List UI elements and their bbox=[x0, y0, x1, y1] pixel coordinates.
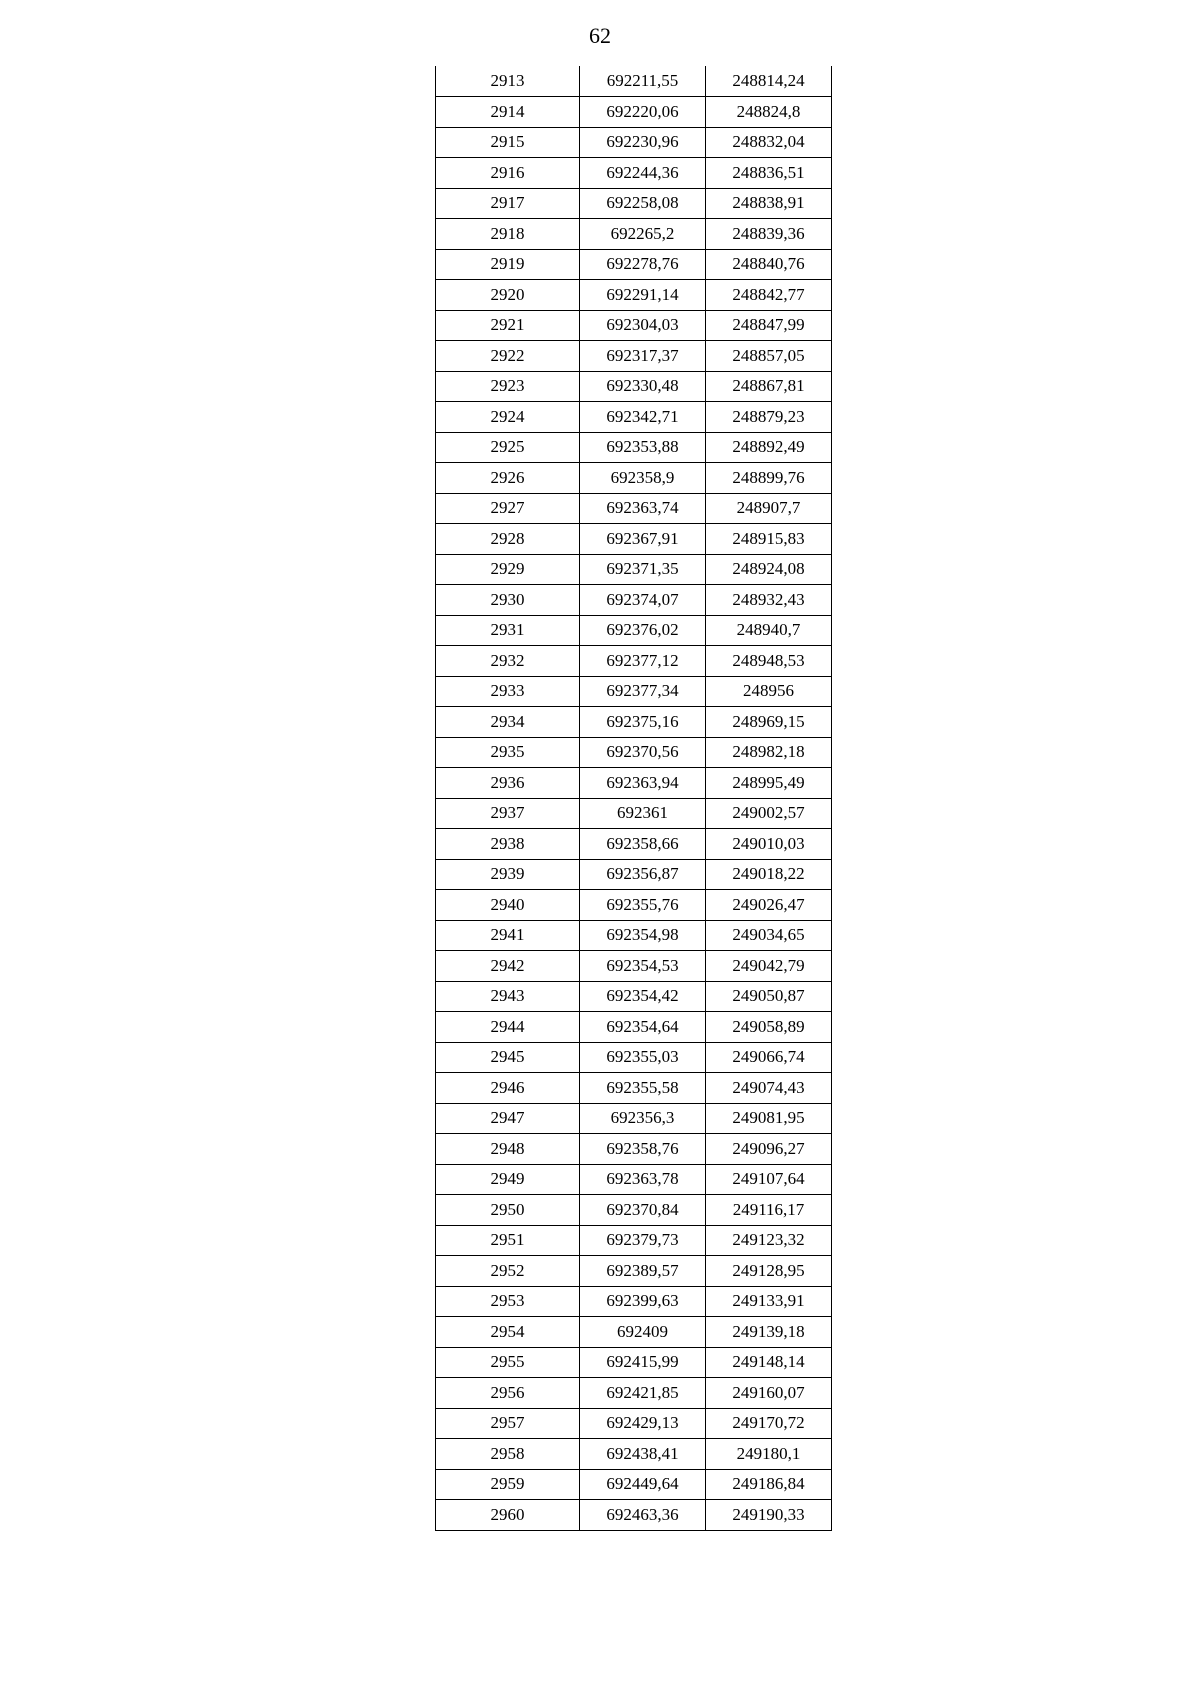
y-coordinate-cell: 249050,87 bbox=[706, 981, 832, 1012]
y-coordinate-cell: 249160,07 bbox=[706, 1378, 832, 1409]
y-coordinate-cell: 249096,27 bbox=[706, 1134, 832, 1165]
table-row bbox=[436, 249, 832, 280]
table-row bbox=[436, 402, 832, 433]
y-coordinate-cell: 248836,51 bbox=[706, 158, 832, 189]
y-coordinate-cell: 248948,53 bbox=[706, 646, 832, 677]
point-number-cell: 2938 bbox=[436, 829, 580, 860]
x-coordinate-cell: 692415,99 bbox=[580, 1347, 706, 1378]
table-row bbox=[436, 432, 832, 463]
y-coordinate-cell: 248924,08 bbox=[706, 554, 832, 585]
x-coordinate-cell: 692358,76 bbox=[580, 1134, 706, 1165]
x-coordinate-cell: 692342,71 bbox=[580, 402, 706, 433]
x-coordinate-cell: 692354,53 bbox=[580, 951, 706, 982]
x-coordinate-cell: 692355,58 bbox=[580, 1073, 706, 1104]
y-coordinate-cell: 249148,14 bbox=[706, 1347, 832, 1378]
x-coordinate-cell: 692220,06 bbox=[580, 97, 706, 128]
point-number-cell: 2950 bbox=[436, 1195, 580, 1226]
table-row bbox=[436, 890, 832, 921]
y-coordinate-cell: 249190,33 bbox=[706, 1500, 832, 1531]
page-number: 62 bbox=[589, 23, 611, 48]
y-coordinate-cell: 249018,22 bbox=[706, 859, 832, 890]
point-number-cell: 2922 bbox=[436, 341, 580, 372]
y-coordinate-cell: 248867,81 bbox=[706, 371, 832, 402]
y-coordinate-cell: 249186,84 bbox=[706, 1469, 832, 1500]
table-row bbox=[436, 97, 832, 128]
x-coordinate-cell: 692370,84 bbox=[580, 1195, 706, 1226]
point-number-cell: 2959 bbox=[436, 1469, 580, 1500]
table-row bbox=[436, 707, 832, 738]
y-coordinate-cell: 249107,64 bbox=[706, 1164, 832, 1195]
point-number-cell: 2939 bbox=[436, 859, 580, 890]
x-coordinate-cell: 692363,74 bbox=[580, 493, 706, 524]
point-number-cell: 2920 bbox=[436, 280, 580, 311]
y-coordinate-cell: 248838,91 bbox=[706, 188, 832, 219]
table-row bbox=[436, 66, 832, 97]
table-row bbox=[436, 859, 832, 890]
point-number-cell: 2952 bbox=[436, 1256, 580, 1287]
table-row bbox=[436, 1134, 832, 1165]
y-coordinate-cell: 248915,83 bbox=[706, 524, 832, 555]
point-number-cell: 2960 bbox=[436, 1500, 580, 1531]
table-row bbox=[436, 1225, 832, 1256]
point-number-cell: 2926 bbox=[436, 463, 580, 494]
y-coordinate-cell: 248847,99 bbox=[706, 310, 832, 341]
x-coordinate-cell: 692354,98 bbox=[580, 920, 706, 951]
table-row bbox=[436, 1164, 832, 1195]
coordinates-table-body bbox=[436, 66, 832, 1530]
y-coordinate-cell: 249081,95 bbox=[706, 1103, 832, 1134]
point-number-cell: 2917 bbox=[436, 188, 580, 219]
table-row bbox=[436, 1347, 832, 1378]
table-row bbox=[436, 1103, 832, 1134]
table-row bbox=[436, 829, 832, 860]
x-coordinate-cell: 692258,08 bbox=[580, 188, 706, 219]
y-coordinate-cell: 249058,89 bbox=[706, 1012, 832, 1043]
y-coordinate-cell: 249074,43 bbox=[706, 1073, 832, 1104]
table-row bbox=[436, 646, 832, 677]
x-coordinate-cell: 692358,66 bbox=[580, 829, 706, 860]
table-row bbox=[436, 1439, 832, 1470]
point-number-cell: 2915 bbox=[436, 127, 580, 158]
table-row bbox=[436, 1012, 832, 1043]
x-coordinate-cell: 692356,87 bbox=[580, 859, 706, 890]
table-row bbox=[436, 463, 832, 494]
y-coordinate-cell: 249002,57 bbox=[706, 798, 832, 829]
point-number-cell: 2918 bbox=[436, 219, 580, 250]
x-coordinate-cell: 692354,64 bbox=[580, 1012, 706, 1043]
table-row bbox=[436, 188, 832, 219]
coordinates-table bbox=[435, 66, 832, 1531]
y-coordinate-cell: 249066,74 bbox=[706, 1042, 832, 1073]
y-coordinate-cell: 248969,15 bbox=[706, 707, 832, 738]
table-row bbox=[436, 951, 832, 982]
x-coordinate-cell: 692355,03 bbox=[580, 1042, 706, 1073]
point-number-cell: 2931 bbox=[436, 615, 580, 646]
point-number-cell: 2951 bbox=[436, 1225, 580, 1256]
point-number-cell: 2929 bbox=[436, 554, 580, 585]
x-coordinate-cell: 692278,76 bbox=[580, 249, 706, 280]
table-row bbox=[436, 1286, 832, 1317]
y-coordinate-cell: 248814,24 bbox=[706, 66, 832, 97]
point-number-cell: 2914 bbox=[436, 97, 580, 128]
x-coordinate-cell: 692353,88 bbox=[580, 432, 706, 463]
y-coordinate-cell: 248824,8 bbox=[706, 97, 832, 128]
y-coordinate-cell: 249133,91 bbox=[706, 1286, 832, 1317]
table-row bbox=[436, 737, 832, 768]
x-coordinate-cell: 692358,9 bbox=[580, 463, 706, 494]
y-coordinate-cell: 248940,7 bbox=[706, 615, 832, 646]
y-coordinate-cell: 248842,77 bbox=[706, 280, 832, 311]
x-coordinate-cell: 692304,03 bbox=[580, 310, 706, 341]
y-coordinate-cell: 248982,18 bbox=[706, 737, 832, 768]
x-coordinate-cell: 692371,35 bbox=[580, 554, 706, 585]
point-number-cell: 2949 bbox=[436, 1164, 580, 1195]
y-coordinate-cell: 248956 bbox=[706, 676, 832, 707]
point-number-cell: 2958 bbox=[436, 1439, 580, 1470]
y-coordinate-cell: 249042,79 bbox=[706, 951, 832, 982]
point-number-cell: 2944 bbox=[436, 1012, 580, 1043]
y-coordinate-cell: 249180,1 bbox=[706, 1439, 832, 1470]
x-coordinate-cell: 692355,76 bbox=[580, 890, 706, 921]
table-row bbox=[436, 280, 832, 311]
x-coordinate-cell: 692363,78 bbox=[580, 1164, 706, 1195]
y-coordinate-cell: 248839,36 bbox=[706, 219, 832, 250]
x-coordinate-cell: 692375,16 bbox=[580, 707, 706, 738]
table-row bbox=[436, 1469, 832, 1500]
y-coordinate-cell: 248832,04 bbox=[706, 127, 832, 158]
y-coordinate-cell: 249139,18 bbox=[706, 1317, 832, 1348]
x-coordinate-cell: 692211,55 bbox=[580, 66, 706, 97]
y-coordinate-cell: 249123,32 bbox=[706, 1225, 832, 1256]
x-coordinate-cell: 692409 bbox=[580, 1317, 706, 1348]
x-coordinate-cell: 692389,57 bbox=[580, 1256, 706, 1287]
x-coordinate-cell: 692438,41 bbox=[580, 1439, 706, 1470]
y-coordinate-cell: 249116,17 bbox=[706, 1195, 832, 1226]
point-number-cell: 2956 bbox=[436, 1378, 580, 1409]
point-number-cell: 2942 bbox=[436, 951, 580, 982]
table-row bbox=[436, 676, 832, 707]
x-coordinate-cell: 692361 bbox=[580, 798, 706, 829]
x-coordinate-cell: 692379,73 bbox=[580, 1225, 706, 1256]
y-coordinate-cell: 248879,23 bbox=[706, 402, 832, 433]
table-row bbox=[436, 1378, 832, 1409]
point-number-cell: 2943 bbox=[436, 981, 580, 1012]
x-coordinate-cell: 692244,36 bbox=[580, 158, 706, 189]
table-row bbox=[436, 920, 832, 951]
point-number-cell: 2930 bbox=[436, 585, 580, 616]
point-number-cell: 2953 bbox=[436, 1286, 580, 1317]
point-number-cell: 2941 bbox=[436, 920, 580, 951]
point-number-cell: 2933 bbox=[436, 676, 580, 707]
point-number-cell: 2945 bbox=[436, 1042, 580, 1073]
x-coordinate-cell: 692449,64 bbox=[580, 1469, 706, 1500]
x-coordinate-cell: 692376,02 bbox=[580, 615, 706, 646]
table-row bbox=[436, 981, 832, 1012]
y-coordinate-cell: 248907,7 bbox=[706, 493, 832, 524]
table-row bbox=[436, 1073, 832, 1104]
table-row bbox=[436, 524, 832, 555]
point-number-cell: 2947 bbox=[436, 1103, 580, 1134]
point-number-cell: 2934 bbox=[436, 707, 580, 738]
x-coordinate-cell: 692377,34 bbox=[580, 676, 706, 707]
point-number-cell: 2954 bbox=[436, 1317, 580, 1348]
y-coordinate-cell: 248899,76 bbox=[706, 463, 832, 494]
y-coordinate-cell: 248932,43 bbox=[706, 585, 832, 616]
table-row bbox=[436, 1500, 832, 1531]
table-row bbox=[436, 493, 832, 524]
y-coordinate-cell: 248995,49 bbox=[706, 768, 832, 799]
y-coordinate-cell: 248892,49 bbox=[706, 432, 832, 463]
point-number-cell: 2924 bbox=[436, 402, 580, 433]
table-row bbox=[436, 371, 832, 402]
table-row bbox=[436, 127, 832, 158]
point-number-cell: 2916 bbox=[436, 158, 580, 189]
point-number-cell: 2921 bbox=[436, 310, 580, 341]
x-coordinate-cell: 692230,96 bbox=[580, 127, 706, 158]
table-row bbox=[436, 798, 832, 829]
point-number-cell: 2935 bbox=[436, 737, 580, 768]
point-number-cell: 2955 bbox=[436, 1347, 580, 1378]
x-coordinate-cell: 692265,2 bbox=[580, 219, 706, 250]
point-number-cell: 2928 bbox=[436, 524, 580, 555]
table-row bbox=[436, 585, 832, 616]
x-coordinate-cell: 692367,91 bbox=[580, 524, 706, 555]
point-number-cell: 2957 bbox=[436, 1408, 580, 1439]
point-number-cell: 2937 bbox=[436, 798, 580, 829]
table-row bbox=[436, 1195, 832, 1226]
x-coordinate-cell: 692374,07 bbox=[580, 585, 706, 616]
table-row bbox=[436, 219, 832, 250]
x-coordinate-cell: 692363,94 bbox=[580, 768, 706, 799]
x-coordinate-cell: 692429,13 bbox=[580, 1408, 706, 1439]
table-row bbox=[436, 1042, 832, 1073]
table-row bbox=[436, 341, 832, 372]
table-row bbox=[436, 310, 832, 341]
x-coordinate-cell: 692330,48 bbox=[580, 371, 706, 402]
x-coordinate-cell: 692463,36 bbox=[580, 1500, 706, 1531]
table-row bbox=[436, 554, 832, 585]
x-coordinate-cell: 692399,63 bbox=[580, 1286, 706, 1317]
table-row bbox=[436, 1317, 832, 1348]
y-coordinate-cell: 249034,65 bbox=[706, 920, 832, 951]
point-number-cell: 2923 bbox=[436, 371, 580, 402]
x-coordinate-cell: 692370,56 bbox=[580, 737, 706, 768]
x-coordinate-cell: 692377,12 bbox=[580, 646, 706, 677]
point-number-cell: 2925 bbox=[436, 432, 580, 463]
y-coordinate-cell: 249026,47 bbox=[706, 890, 832, 921]
table-row bbox=[436, 615, 832, 646]
point-number-cell: 2919 bbox=[436, 249, 580, 280]
point-number-cell: 2927 bbox=[436, 493, 580, 524]
y-coordinate-cell: 249010,03 bbox=[706, 829, 832, 860]
y-coordinate-cell: 249170,72 bbox=[706, 1408, 832, 1439]
x-coordinate-cell: 692354,42 bbox=[580, 981, 706, 1012]
y-coordinate-cell: 249128,95 bbox=[706, 1256, 832, 1287]
x-coordinate-cell: 692291,14 bbox=[580, 280, 706, 311]
point-number-cell: 2932 bbox=[436, 646, 580, 677]
y-coordinate-cell: 248840,76 bbox=[706, 249, 832, 280]
point-number-cell: 2940 bbox=[436, 890, 580, 921]
y-coordinate-cell: 248857,05 bbox=[706, 341, 832, 372]
table-row bbox=[436, 768, 832, 799]
table-row bbox=[436, 1256, 832, 1287]
table-row bbox=[436, 1408, 832, 1439]
table-row bbox=[436, 158, 832, 189]
point-number-cell: 2913 bbox=[436, 66, 580, 97]
x-coordinate-cell: 692356,3 bbox=[580, 1103, 706, 1134]
point-number-cell: 2948 bbox=[436, 1134, 580, 1165]
x-coordinate-cell: 692421,85 bbox=[580, 1378, 706, 1409]
point-number-cell: 2946 bbox=[436, 1073, 580, 1104]
x-coordinate-cell: 692317,37 bbox=[580, 341, 706, 372]
point-number-cell: 2936 bbox=[436, 768, 580, 799]
